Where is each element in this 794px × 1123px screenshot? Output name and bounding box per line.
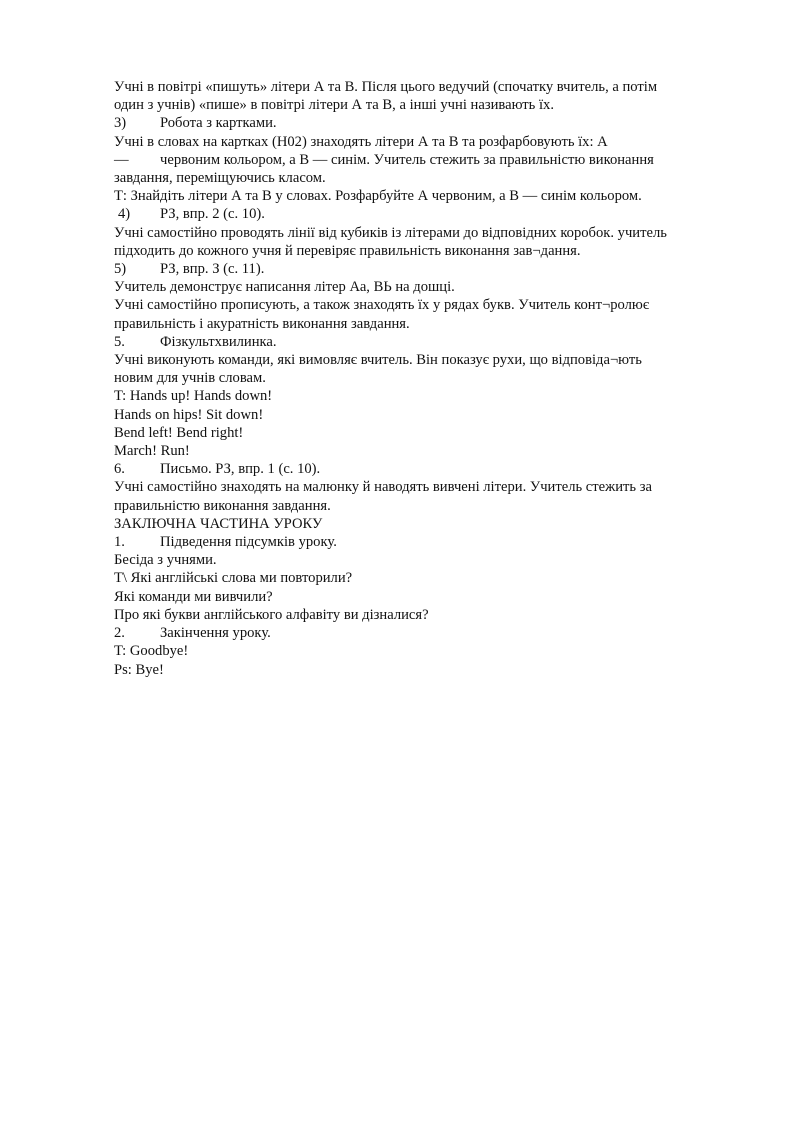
document-line <box>114 187 734 205</box>
document-line <box>114 205 734 223</box>
list-number: 1. <box>114 534 125 551</box>
document-line <box>114 515 734 533</box>
line-text: Bend left! Bend right! <box>114 424 244 441</box>
line-text: Про які букви англійського алфавіту ви дізналися? <box>114 606 429 623</box>
line-text: підходить до кожного учня й перевіряє правильність виконання зав¬дання. <box>114 242 581 259</box>
line-text: Фізкультхвилинка. <box>160 333 277 350</box>
document-line <box>114 642 734 660</box>
list-number: 4) <box>118 206 131 223</box>
line-text: Ps: Bye! <box>114 661 164 678</box>
document-line <box>114 114 734 132</box>
line-text: завдання, переміщуючись класом. <box>114 170 326 187</box>
document-line <box>114 78 734 96</box>
line-text: новим для учнів словам. <box>114 370 266 387</box>
line-text: Hands on hips! Sit down! <box>114 406 264 423</box>
document-line <box>114 460 734 478</box>
document-page <box>114 78 734 679</box>
list-number: 5. <box>114 333 125 350</box>
document-line <box>114 478 734 496</box>
document-line <box>114 406 734 424</box>
document-line <box>114 551 734 569</box>
document-line <box>114 224 734 242</box>
line-text: Учні самостійно проводять лінії від кубиків із літерами до відповідних коробок. учитель <box>114 224 667 241</box>
document-line <box>114 169 734 187</box>
document-line <box>114 533 734 551</box>
document-line <box>114 624 734 642</box>
line-text: Т: Знайдіть літери А та В у словах. Розфарбуйте А червоним, а В — синім кольором. <box>114 188 642 205</box>
line-text: РЗ, впр. 2 (с. 10). <box>160 206 265 223</box>
line-text: один з учнів) «пише» в повітрі літери А та В, а інші учні називають їх. <box>114 97 554 114</box>
line-text: Учні самостійно прописують, а також знаходять їх у рядах букв. Учитель конт¬ролює <box>114 297 650 314</box>
line-text: Бесіда з учнями. <box>114 552 217 569</box>
line-text: T: Hands up! Hands down! <box>114 388 273 405</box>
line-text: Учні в повітрі «пишуть» літери А та В. Після цього ведучий (спочатку вчитель, а потім <box>114 79 658 95</box>
document-line <box>114 242 734 260</box>
document-line <box>114 260 734 278</box>
line-text: Учні виконують команди, які вимовляє вчитель. Він показує рухи, що відповіда¬ють <box>114 352 642 369</box>
document-line <box>114 351 734 369</box>
line-text: Письмо. РЗ, впр. 1 (с. 10). <box>160 461 321 478</box>
document-line <box>114 442 734 460</box>
list-number: 5) <box>114 261 127 278</box>
document-line <box>114 569 734 587</box>
line-text: РЗ, впр. З (с. 11). <box>160 261 265 278</box>
line-text: T: Goodbye! <box>114 643 189 660</box>
line-text: Учні самостійно знаходять на малюнку й наводять вивчені літери. Учитель стежить за <box>114 479 652 496</box>
line-text: червоним кольором, а В — синім. Учитель стежить за правильністю виконання <box>160 151 654 168</box>
line-text: ЗАКЛЮЧНА ЧАСТИНА УРОКУ <box>114 515 323 532</box>
line-text: Які команди ми вивчили? <box>114 588 273 605</box>
document-line <box>114 151 734 169</box>
line-text: Учні в словах на картках (Н02) знаходять літери А та В та розфарбовують їх: А <box>114 133 608 150</box>
document-line <box>114 315 734 333</box>
document-line <box>114 424 734 442</box>
line-text: March! Run! <box>114 443 190 460</box>
line-text: правильністю виконання завдання. <box>114 497 331 514</box>
list-number: — <box>114 151 129 168</box>
document-line <box>114 497 734 515</box>
line-text: Підведення підсумків уроку. <box>160 534 337 551</box>
line-text: Учитель демонструє написання літер Аа, ВЬ на дошці. <box>114 279 455 296</box>
document-line <box>114 606 734 624</box>
list-number: 3) <box>114 115 127 132</box>
list-number: 2. <box>114 625 125 642</box>
document-line <box>114 96 734 114</box>
line-text: Закінчення уроку. <box>160 625 271 642</box>
document-line <box>114 333 734 351</box>
document-line <box>114 278 734 296</box>
line-text: Робота з картками. <box>160 115 277 132</box>
document-line <box>114 133 734 151</box>
document-line <box>114 296 734 314</box>
line-text: правильність і акуратність виконання завдання. <box>114 315 410 332</box>
document-line <box>114 588 734 606</box>
document-line <box>114 369 734 387</box>
document-line <box>114 661 734 679</box>
line-text: Т\ Які англійські слова ми повторили? <box>114 570 353 587</box>
document-line <box>114 387 734 405</box>
list-number: 6. <box>114 461 125 478</box>
